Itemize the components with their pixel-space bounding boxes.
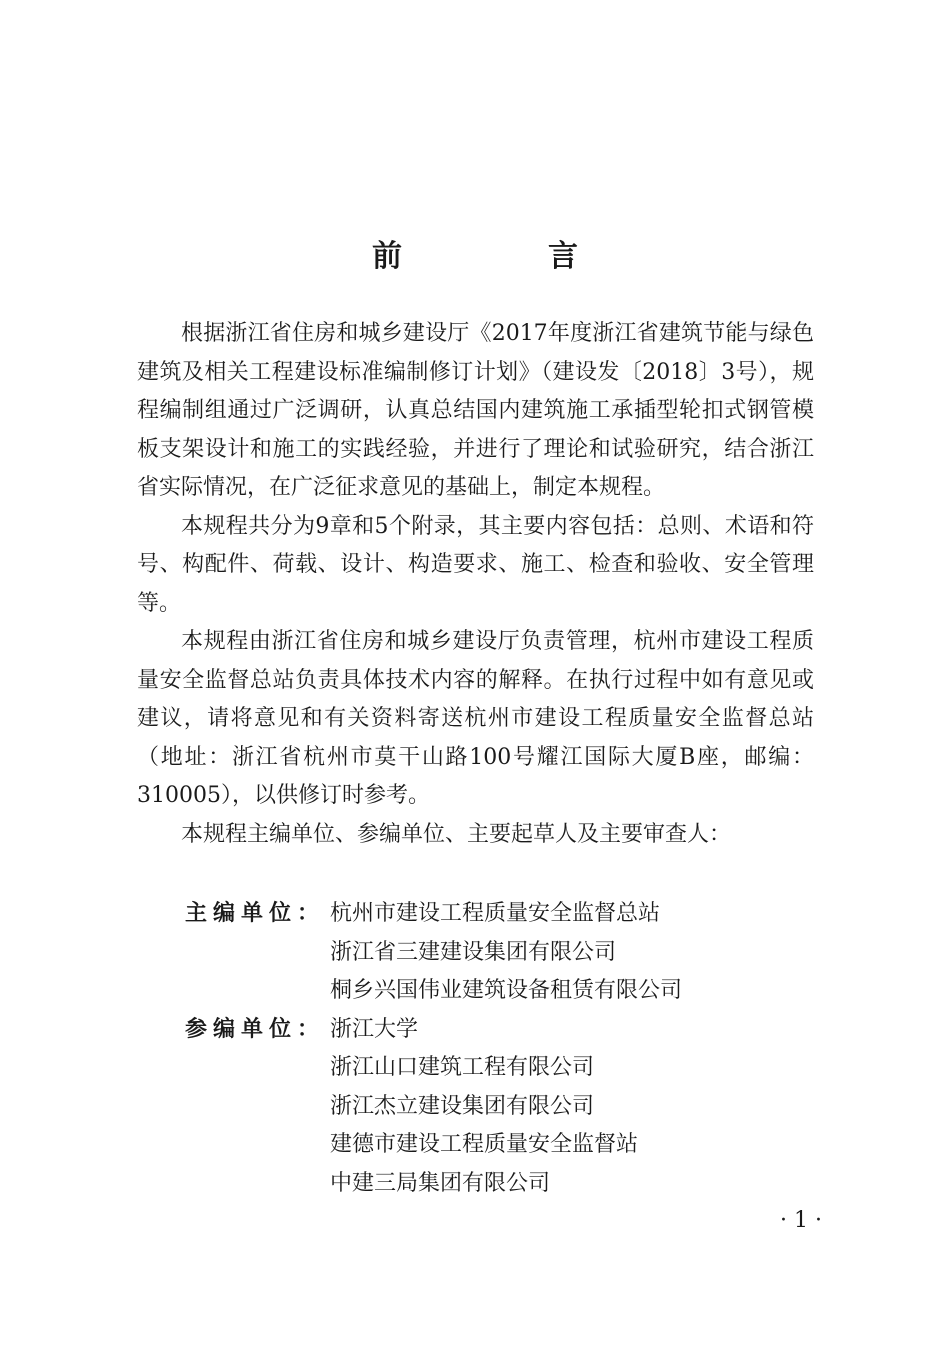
paragraph-units-intro: 本规程主编单位、参编单位、主要起草人及主要审查人： (181, 821, 732, 847)
chief-editor-list (330, 895, 682, 1011)
preface-body (137, 315, 814, 854)
paragraph-basis: 根据浙江省住房和城乡建设厅《2017年度浙江省建筑节能与绿色建筑及相关工程建设标准编制修订计划》（建设发〔2018〕3号），规程编制组通过广泛调研，认真总结国内建筑施工承插型轮扣式钢管模板支架设计和施工的实践经验，并进行了理论和试验研究，结合浙江省实际情况，在广泛征求意见的基础上，制定本规程。 (137, 321, 814, 500)
list-item: 浙江省三建建设集团有限公司 (330, 939, 617, 965)
list-item: 浙江山口建筑工程有限公司 (330, 1055, 595, 1080)
participating-units (185, 1011, 825, 1204)
page-number: · 1 · (780, 1208, 822, 1233)
page-title: 前 言 (372, 239, 636, 274)
paragraph-management: 本规程由浙江省住房和城乡建设厅负责管理，杭州市建设工程质量安全监督总站负责具体技术内容的解释。在执行过程中如有意见或建议，请将意见和有关资料寄送杭州市建设工程质量安全监督总站（地址：浙江省杭州市莫干山路100号耀江国际大厦B座，邮编：310005），以供修订时参考。 (137, 629, 814, 808)
chief-editor-label: 主编单位： (185, 901, 326, 926)
participating-list (330, 1011, 638, 1204)
list-item: 浙江杰立建设集团有限公司 (330, 1093, 595, 1119)
paragraph-contents: 本规程共分为9章和5个附录，其主要内容包括：总则、术语和符号、构配件、荷载、设计、构造要求、施工、检查和验收、安全管理等。 (137, 513, 814, 616)
list-item: 杭州市建设工程质量安全监督总站 (330, 901, 661, 926)
participating-label: 参编单位： (185, 1016, 326, 1042)
list-item: 桐乡兴国伟业建筑设备租赁有限公司 (330, 978, 683, 1003)
list-item: 浙江大学 (330, 1016, 419, 1042)
list-item: 中建三局集团有限公司 (330, 1170, 551, 1196)
chief-editor-units (185, 895, 825, 1011)
units-section (185, 895, 825, 1203)
list-item: 建德市建设工程质量安全监督站 (330, 1132, 639, 1157)
